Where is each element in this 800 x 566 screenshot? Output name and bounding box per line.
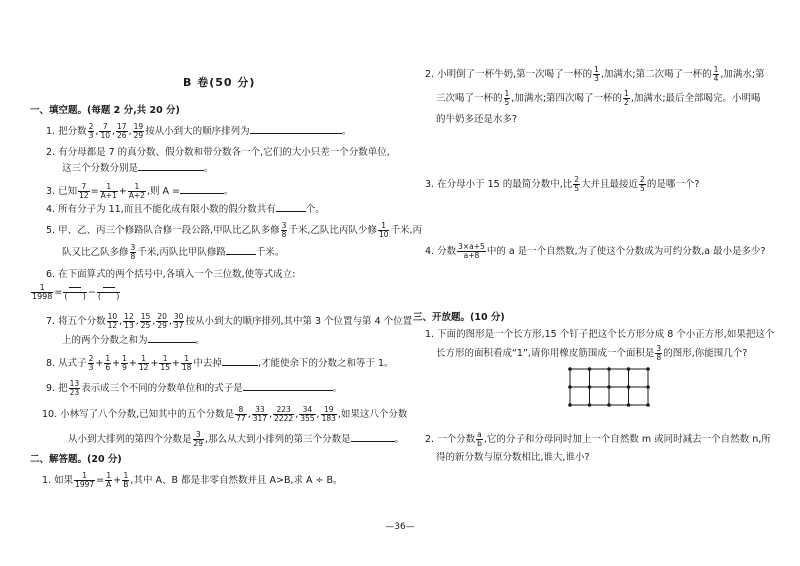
fraction: $\frac{1}{15}$ — [160, 354, 170, 372]
fraction: $\frac{34}{355}$ — [300, 405, 315, 423]
answer-blank[interactable] — [148, 334, 196, 343]
answer-blank[interactable] — [226, 246, 256, 255]
open-question-2-line-2: 得的新分数与原分数相比,谁大,谁小? — [436, 452, 590, 463]
fraction: $\frac{1}{A}$ — [106, 471, 112, 489]
fraction: $\frac{1}{10}$ — [378, 221, 389, 239]
fraction: $\frac{1}{B}$ — [123, 471, 129, 489]
fraction: ( ) — [63, 284, 87, 301]
fraction: $\frac{1}{4}$ — [713, 65, 719, 83]
fraction: $\frac{7}{12}$ — [79, 182, 89, 200]
fraction: $\frac{2}{5}$ — [640, 175, 645, 193]
answer-blank[interactable] — [222, 357, 258, 366]
right-question-2-line-1: 2. 小明倒了一杯牛奶,第一次喝了一杯的 $\frac{1}{3}$ ,加满水;第二次喝了一杯的 $\frac{1}{4}$ ,加满水;第 — [425, 65, 765, 83]
answer-blank[interactable] — [351, 433, 395, 442]
question-8: 8. 从式子 $\frac{2}{3}$ + $\frac{1}{6}$ + $\frac{1}{9}$ + $\frac{1}{12}$ + $\frac{1}{15}$ + $\frac{1}{18}$ 中去掉 ,才能使余下的分数之和等于 1。 — [46, 354, 394, 372]
fraction: $\frac{1}{2}$ — [624, 89, 629, 107]
section-fill-heading: 一、填空题。(每题 2 分,共 20 分) — [30, 105, 180, 116]
fraction: ( ) — [97, 284, 121, 301]
question-7-line-2: 上的两个分数之和为 。 — [62, 335, 206, 346]
fraction: $\frac{13}{23}$ — [69, 379, 80, 397]
right-question-4: 4. 分数 $\frac{3\times a+5}{a+8}$ 中的 a 是一个自然数,为了使这个分数成为可约分数,a 最小是多少? — [425, 242, 766, 260]
question-7-line-1: 7. 将五个分数 $\frac{10}{12}$ , $\frac{12}{13}$ , $\frac{15}{25}$ , $\frac{20}{29}$ , $\frac{30}{37}$ 按从小到大的顺序排列,其中第 3 个位置与第 4 个位置 — [46, 312, 413, 330]
question-5-line-1: 5. 甲、乙、丙三个修路队合修一段公路,甲队比乙队多修 $\frac{3}{8}$ 千米,乙队比丙队少修 $\frac{1}{10}$ 千米,丙 — [46, 221, 422, 239]
fraction: $\frac{2}{3}$ — [88, 354, 94, 372]
section-open-heading: 三、开放题。(10 分) — [413, 312, 505, 323]
fraction: $\frac{223}{2222}$ — [274, 405, 294, 423]
open-question-2-line-1: 2. 一个分数 $\frac{a}{b}$ ,它的分子和分母同时加上一个自然数 m 或同时减去一个自然数 n,所 — [425, 430, 771, 448]
question-2-line-2: 这三个分数分别是 。 — [62, 163, 214, 174]
fraction: $\frac{7}{10}$ — [100, 122, 110, 140]
fraction: $\frac{19}{29}$ — [133, 122, 144, 140]
fraction: $\frac{1}{A+2}$ — [128, 182, 145, 200]
question-text: 把分数 — [58, 126, 87, 137]
right-question-3: 3. 在分母小于 15 的最简分数中,比 $\frac{2}{5}$ 大并且最接近 $\frac{2}{5}$ 的是哪一个? — [425, 175, 700, 193]
question-5-line-2: 队又比乙队多修 $\frac{3}{8}$ 千米,丙队比甲队修路 千米。 — [62, 243, 285, 261]
fraction: $\frac{3}{29}$ — [193, 430, 204, 448]
fraction: $\frac{10}{12}$ — [107, 312, 118, 330]
paper-title: B 卷(50 分) — [183, 76, 256, 89]
fraction: $\frac{1}{5}$ — [504, 89, 510, 107]
fraction: $\frac{1}{18}$ — [181, 354, 192, 372]
fraction: $\frac{2}{5}$ — [574, 175, 580, 193]
fraction: $\frac{17}{26}$ — [117, 122, 127, 140]
question-6: 6. 在下面算式的两个括号中,各填入一个三位数,使等式成立: — [46, 269, 296, 280]
question-2-line-1: 2. 有分母都是 7 的真分数、假分数和带分数各一个,它们的大小只差一个分数单位, — [46, 147, 390, 158]
right-question-2-line-2: 三次喝了一杯的 $\frac{1}{5}$ ,加满水;第四次喝了一杯的 $\frac{1}{2}$ ,加满水;最后全部喝完。小明喝 — [436, 89, 761, 107]
fraction: $\frac{8}{77}$ — [236, 405, 246, 423]
fraction: $\frac{a}{b}$ — [477, 430, 482, 448]
fraction: $\frac{1}{1997}$ — [75, 471, 95, 489]
fraction: $\frac{19}{183}$ — [321, 405, 336, 423]
fraction: $\frac{1}{1998}$ — [32, 283, 53, 301]
question-10-line-1: 10. 小林写了八个分数,已知其中的五个分数是 $\frac{8}{77}$ , $\frac{33}{317}$ , $\frac{223}{2222}$ , $\frac{34}{355}$ , $\frac{19}{183}$ ,如果这八个分数 — [42, 405, 408, 423]
question-9: 9. 把 $\frac{13}{23}$ 表示成三个不同的分数单位和的式子是 。 — [46, 379, 343, 397]
fraction: $\frac{3}{8}$ — [656, 344, 662, 362]
fraction: $\frac{30}{37}$ — [173, 312, 184, 330]
question-text: 按从小到大的顺序排列为 — [145, 126, 250, 137]
answer-blank[interactable] — [276, 203, 306, 212]
answer-blank[interactable] — [180, 185, 224, 194]
fraction: $\frac{1}{12}$ — [138, 354, 149, 372]
answer-question-1: 1. 如果 $\frac{1}{1997}$ = $\frac{1}{A}$ + $\frac{1}{B}$ ,其中 A、B 都是非零自然数并且 A>B,求 A ÷ B。 — [42, 471, 343, 489]
section-answer-heading: 二、解答题。(20 分) — [30, 454, 122, 465]
answer-blank[interactable] — [138, 162, 204, 171]
open-question-1-line-2: 长方形的面积看成“1”,请你用橡皮筋围成一个面积是 $\frac{3}{8}$ 的图形,你能围几个? — [436, 344, 748, 362]
answer-blank[interactable] — [250, 125, 342, 134]
fraction: $\frac{1}{A+1}$ — [100, 182, 117, 200]
fraction: $\frac{15}{25}$ — [140, 312, 151, 330]
fraction: $\frac{1}{6}$ — [105, 354, 111, 372]
question-1: 1. 把分数 $\frac{2}{3}$ , $\frac{7}{10}$ , $\frac{17}{26}$ , $\frac{19}{29}$ 按从小到大的顺序排列为 。 — [46, 122, 352, 140]
right-question-2-line-3: 的牛奶多还是水多? — [436, 114, 518, 125]
nail-grid-diagram — [568, 367, 650, 407]
fraction: $\frac{3\times a+5}{a+8}$ — [458, 242, 485, 260]
answer-blank[interactable] — [243, 382, 333, 391]
open-question-1-line-1: 1. 下面的图形是一个长方形,15 个钉子把这个长方形分成 8 个小正方形,如果把这个 — [425, 329, 775, 340]
fraction: $\frac{3}{8}$ — [130, 243, 136, 261]
fraction: $\frac{1}{3}$ — [594, 65, 599, 83]
question-3: 3. 已知 $\frac{7}{12}$ = $\frac{1}{A+1}$ + $\frac{1}{A+2}$ ,则 A = 。 — [46, 182, 234, 200]
fraction: $\frac{2}{3}$ — [88, 122, 94, 140]
question-number: 1. — [46, 126, 56, 137]
fraction: $\frac{12}{13}$ — [124, 312, 134, 330]
question-4: 4. 所有分子为 11,而且不能化成有限小数的假分数共有 个。 — [46, 204, 325, 215]
fraction: $\frac{1}{9}$ — [122, 354, 127, 372]
page-number: —36— — [385, 522, 415, 532]
fraction: $\frac{3}{8}$ — [281, 221, 287, 239]
fraction: $\frac{20}{29}$ — [157, 312, 167, 330]
fraction: $\frac{33}{317}$ — [252, 405, 268, 423]
question-10-line-2: 从小到大排列的第四个分数是 $\frac{3}{29}$ ,那么从大到小排列的第三个分数是 。 — [68, 430, 405, 448]
question-6-equation: $\frac{1}{1998}$ = ( ) − ( ) — [32, 283, 120, 301]
